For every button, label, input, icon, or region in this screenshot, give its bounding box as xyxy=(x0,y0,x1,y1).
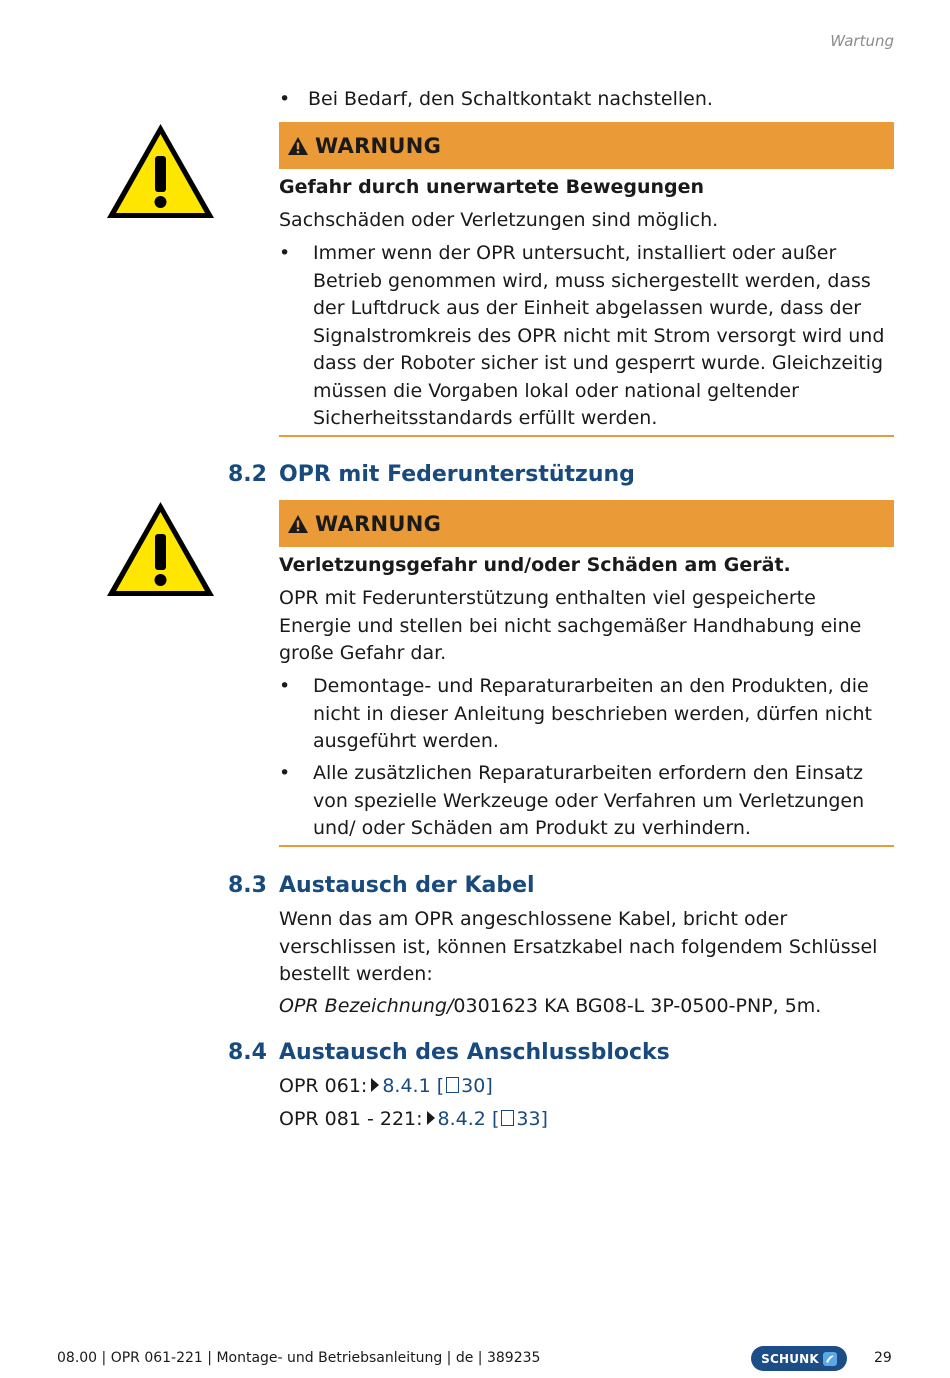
ref-label: OPR 061: xyxy=(279,1075,368,1097)
page-icon xyxy=(446,1077,459,1093)
section-title: Austausch des Anschlussblocks xyxy=(279,1040,670,1065)
section-title: Austausch der Kabel xyxy=(279,873,535,898)
section-link[interactable]: 8.4.1 xyxy=(382,1075,431,1097)
bullet-dot: • xyxy=(279,762,291,784)
warning-end-rule xyxy=(279,845,894,847)
page-number: 29 xyxy=(874,1350,892,1366)
arrow-right-icon xyxy=(427,1111,435,1125)
warning-title: Verletzungsgefahr und/oder Schäden am Gerät. xyxy=(279,554,791,576)
warning-banner xyxy=(279,500,894,547)
page-icon xyxy=(501,1110,514,1126)
page-link[interactable]: [ 33] xyxy=(491,1108,548,1130)
warning-label: WARNUNG xyxy=(315,133,442,158)
logo-text: SCHUNK xyxy=(761,1351,819,1366)
arrow-right-icon xyxy=(371,1078,379,1092)
warning-title: Gefahr durch unerwartete Bewegungen xyxy=(279,176,705,198)
logo-swirl-icon xyxy=(823,1352,837,1366)
schunk-logo xyxy=(751,1346,847,1371)
bullet-dot: • xyxy=(279,88,291,110)
section-number: 8.4 xyxy=(228,1040,267,1065)
hazard-warning-icon xyxy=(104,121,217,221)
ref-label: OPR 081 - 221: xyxy=(279,1108,423,1130)
running-header: Wartung xyxy=(830,32,894,50)
warning-triangle-icon xyxy=(287,514,309,534)
order-key-label: OPR Bezeichnung/ xyxy=(279,995,454,1017)
cross-reference-row xyxy=(279,1106,894,1134)
warning-banner xyxy=(279,122,894,169)
order-key xyxy=(279,993,894,1021)
section-title: OPR mit Federunterstützung xyxy=(279,462,635,487)
warning-triangle-icon xyxy=(287,136,309,156)
warning-text: OPR mit Federunterstützung enthalten viel gespeicherte Energie und stellen bei nicht sachgemäßer Handhabung eine große Gefahr dar. xyxy=(279,587,862,664)
bullet-dot: • xyxy=(279,242,291,264)
bullet-text: Demontage- und Reparaturarbeiten an den Produkten, die nicht in dieser Anleitung beschrieben werden, dürfen nicht ausgeführt werden. xyxy=(313,675,873,752)
section-number: 8.3 xyxy=(228,873,267,898)
footer-text: 08.00 | OPR 061-221 | Montage- und Betriebsanleitung | de | 389235 xyxy=(57,1350,541,1366)
bullet-dot: • xyxy=(279,675,291,697)
bullet-text: Alle zusätzlichen Reparaturarbeiten erfordern den Einsatz von spezielle Werkzeuge oder Verfahren um Verletzungen und/ oder Schäden am Produkt zu verhindern. xyxy=(313,762,865,839)
order-key-value: 0301623 KA BG08-L 3P-0500-PNP, 5m. xyxy=(453,995,822,1017)
bullet-text: Bei Bedarf, den Schaltkontakt nachstellen. xyxy=(308,88,713,110)
warning-text: Sachschäden oder Verletzungen sind möglich. xyxy=(279,209,719,231)
bullet-text: Immer wenn der OPR untersucht, installiert oder außer Betrieb genommen wird, muss sichergestellt werden, dass der Luftdruck aus der Einheit abgelassen wurde, dass der Signalstromkreis des OPR nicht mit Strom versorgt wird und dass der Roboter sicher ist und gesperrt wurde. Gleichzeitig müssen die Vorgaben lokal oder national geltender Sicherheitsstandards erfüllt werden. xyxy=(313,242,885,429)
section-number: 8.2 xyxy=(228,462,267,487)
cross-reference-row xyxy=(279,1073,894,1101)
warning-end-rule xyxy=(279,435,894,437)
section-link[interactable]: 8.4.2 xyxy=(437,1108,486,1130)
warning-label: WARNUNG xyxy=(315,511,442,536)
hazard-warning-icon xyxy=(104,499,217,599)
paragraph: Wenn das am OPR angeschlossene Kabel, bricht oder verschlissen ist, können Ersatzkabel nach folgendem Schlüssel bestellt werden: xyxy=(279,908,878,985)
page-link[interactable]: [ 30] xyxy=(436,1075,493,1097)
